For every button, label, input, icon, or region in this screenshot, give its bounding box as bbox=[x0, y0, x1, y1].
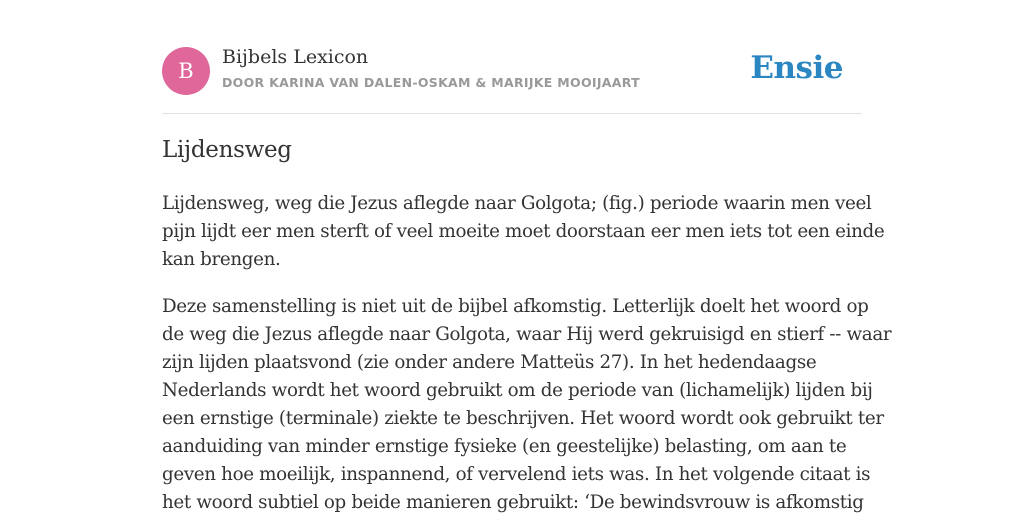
paragraph-line: aanduiding van minder ernstige fysieke (en geestelijke) belasting, om aan te bbox=[162, 436, 847, 457]
paragraph-line: kan brengen. bbox=[162, 249, 281, 270]
lexicon-authors: DOOR KARINA VAN DALEN-OSKAM & MARIJKE MOOIJAART bbox=[222, 75, 640, 90]
paragraph-line: Lijdensweg, weg die Jezus aflegde naar Golgota; (fig.) periode waarin men veel bbox=[162, 193, 872, 214]
paragraph-line: het woord subtiel op beide manieren gebruikt: ‘De bewindsvrouw is afkomstig bbox=[162, 492, 864, 513]
entry-paragraph-1 bbox=[162, 190, 885, 274]
paragraph-line: geven hoe moeilijk, inspannend, of vervelend iets was. In het volgende citaat is bbox=[162, 464, 871, 485]
entry-paragraph-2 bbox=[162, 293, 892, 517]
lexicon-title[interactable]: Bijbels Lexicon bbox=[222, 46, 369, 68]
paragraph-line: een ernstige (terminale) ziekte te beschrijven. Het woord wordt ook gebruikt ter bbox=[162, 408, 884, 429]
paragraph-line: Deze samenstelling is niet uit de bijbel afkomstig. Letterlijk doelt het woord op bbox=[162, 296, 869, 317]
lexicon-header bbox=[162, 0, 862, 114]
entry-title: Lijdensweg bbox=[162, 137, 292, 163]
paragraph-line: zijn lijden plaatsvond (zie onder andere Matteüs 27). In het hedendaagse bbox=[162, 352, 817, 373]
paragraph-line: de weg die Jezus aflegde naar Golgota, waar Hij werd gekruisigd en stierf -- waar bbox=[162, 324, 892, 345]
lexicon-avatar[interactable]: B bbox=[162, 47, 210, 95]
article-page bbox=[162, 0, 892, 513]
paragraph-line: Nederlands wordt het woord gebruikt om de periode van (lichamelijk) lijden bij bbox=[162, 380, 873, 401]
paragraph-line: pijn lijdt eer men sterft of veel moeite moet doorstaan eer men iets tot een einde bbox=[162, 221, 885, 242]
brand-logo[interactable]: Ensie bbox=[750, 50, 843, 86]
